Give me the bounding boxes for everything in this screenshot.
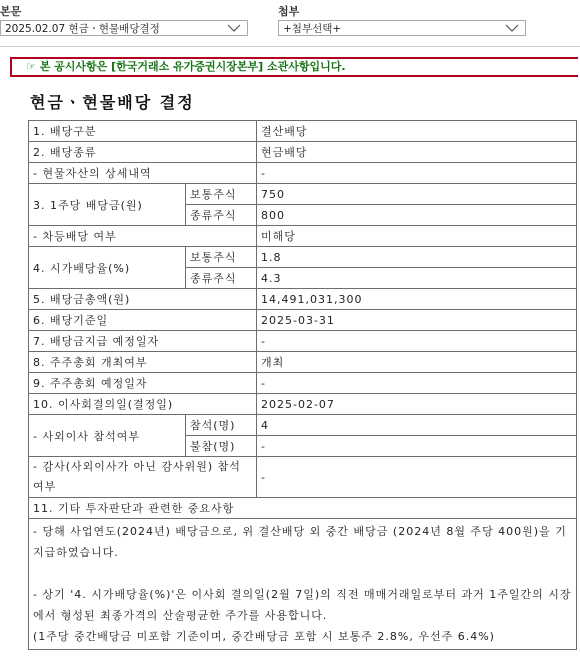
table-row xyxy=(29,289,577,310)
row-value: - xyxy=(257,457,577,498)
note-paragraph: (1주당 중간배당금 미포함 기준이며, 중간배당금 포함 시 보통주 2.8%, 우선주 6.4%) xyxy=(33,630,495,643)
row-sublabel: 보통주식 xyxy=(186,247,257,268)
disclosure-table xyxy=(28,120,577,650)
row-value: - xyxy=(257,331,577,352)
row-label: 3. 1주당 배당금(원) xyxy=(29,184,186,226)
row-value: 750 xyxy=(257,184,577,205)
jurisdiction-notice: ☞ 본 공시사항은 [한국거래소 유가증권시장본부] 소관사항입니다. xyxy=(10,57,578,77)
table-row xyxy=(29,415,577,436)
note-paragraph: - 상기 '4. 시가배당율(%)'은 이사회 결의일(2월 7일)의 직전 매매거래일로부터 과거 1주일간의 시장에서 형성된 최종가격의 산술평균한 주가를 사용합니다. xyxy=(33,588,572,622)
row-label: 7. 배당금지급 예정일자 xyxy=(29,331,257,352)
attach-select-value: +첨부선택+ xyxy=(283,23,342,35)
table-row xyxy=(29,331,577,352)
table-row xyxy=(29,226,577,247)
row-sublabel: 종류주식 xyxy=(186,205,257,226)
row-label: - 차등배당 여부 xyxy=(29,226,257,247)
attachment-select[interactable] xyxy=(278,20,526,36)
row-value: 현금배당 xyxy=(257,142,577,163)
row-value: - xyxy=(257,373,577,394)
table-row xyxy=(29,121,577,142)
table-row xyxy=(29,310,577,331)
row-value: 14,491,031,300 xyxy=(257,289,577,310)
body-select-value: 2025.02.07 현금ㆍ현물배당결정 xyxy=(5,23,160,35)
row-value: 4.3 xyxy=(257,268,577,289)
table-row xyxy=(29,519,577,650)
row-value: 4 xyxy=(257,415,577,436)
body-document-select[interactable] xyxy=(0,20,248,36)
row-sublabel: 참석(명) xyxy=(186,415,257,436)
body-label: 본문 xyxy=(0,5,22,18)
row-value: 800 xyxy=(257,205,577,226)
other-notes-cell xyxy=(29,519,577,650)
row-label: 6. 배당기준일 xyxy=(29,310,257,331)
row-label: 9. 주주총회 예정일자 xyxy=(29,373,257,394)
row-label: 4. 시가배당율(%) xyxy=(29,247,186,289)
document-viewer xyxy=(0,46,580,668)
page-title: 현금ㆍ현물배당 결정 xyxy=(30,93,195,112)
table-row xyxy=(29,457,577,498)
row-label: 10. 이사회결의일(결정일) xyxy=(29,394,257,415)
table-row xyxy=(29,163,577,184)
row-label: 8. 주주총회 개최여부 xyxy=(29,352,257,373)
chevron-down-icon xyxy=(505,23,519,33)
row-value: 2025-02-07 xyxy=(257,394,577,415)
table-row xyxy=(29,247,577,268)
row-label: - 현물자산의 상세내역 xyxy=(29,163,257,184)
row-value: 2025-03-31 xyxy=(257,310,577,331)
table-row xyxy=(29,394,577,415)
top-bar xyxy=(0,0,580,44)
row-value: 결산배당 xyxy=(257,121,577,142)
row-sublabel: 보통주식 xyxy=(186,184,257,205)
row-label: 2. 배당종류 xyxy=(29,142,257,163)
row-label: 1. 배당구분 xyxy=(29,121,257,142)
chevron-down-icon xyxy=(227,23,241,33)
row-value: - xyxy=(257,436,577,457)
row-sublabel: 종류주식 xyxy=(186,268,257,289)
table-row xyxy=(29,352,577,373)
row-label: 11. 기타 투자판단과 관련한 중요사항 xyxy=(29,498,577,519)
table-row xyxy=(29,184,577,205)
table-row xyxy=(29,142,577,163)
note-paragraph: - 당해 사업연도(2024년) 배당금으로, 위 결산배당 외 중간 배당금 (2024년 8월 주당 400원)을 기지급하였습니다. xyxy=(33,525,567,559)
row-label: - 감사(사외이사가 아닌 감사위원) 참석여부 xyxy=(29,457,257,498)
table-row xyxy=(29,373,577,394)
row-value: 1.8 xyxy=(257,247,577,268)
attach-label: 첨부 xyxy=(278,5,300,18)
row-value: 미해당 xyxy=(257,226,577,247)
row-sublabel: 불참(명) xyxy=(186,436,257,457)
row-label: - 사외이사 참석여부 xyxy=(29,415,186,457)
table-row xyxy=(29,498,577,519)
row-value: - xyxy=(257,163,577,184)
row-value: 개최 xyxy=(257,352,577,373)
row-label: 5. 배당금총액(원) xyxy=(29,289,257,310)
